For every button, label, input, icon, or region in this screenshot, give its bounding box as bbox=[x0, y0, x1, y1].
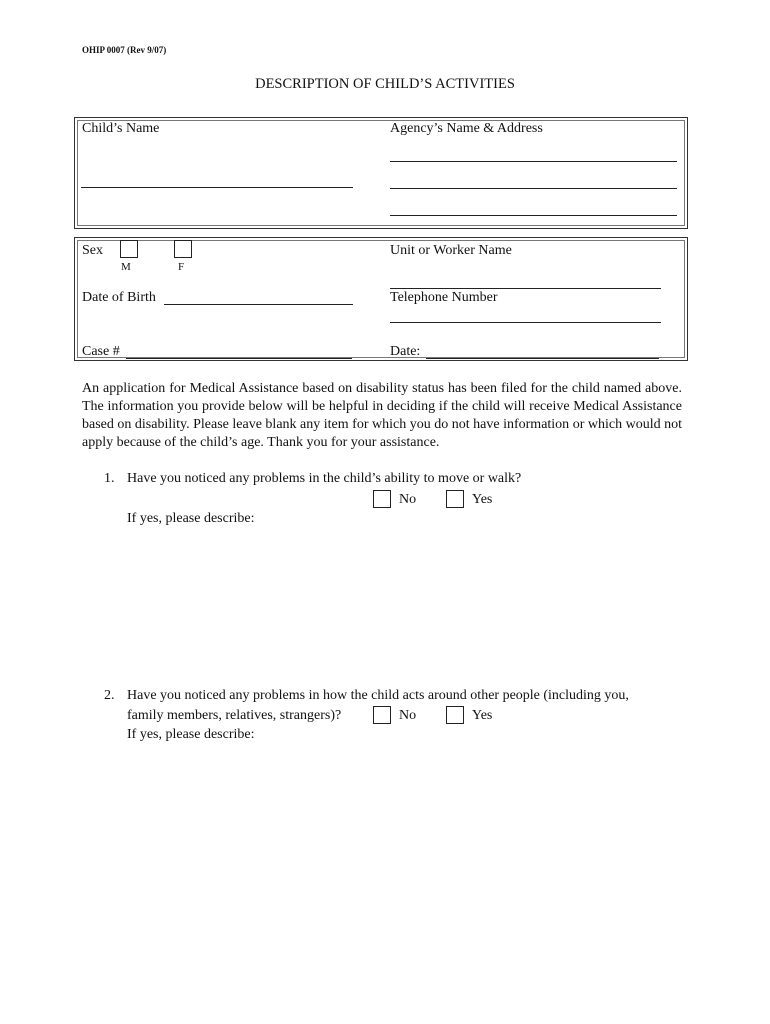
date-field[interactable] bbox=[426, 358, 659, 359]
unit-field[interactable] bbox=[390, 288, 661, 289]
question-1-yes-label: Yes bbox=[472, 492, 493, 507]
question-2-yes-label: Yes bbox=[472, 708, 493, 723]
case-label: Case # bbox=[82, 344, 120, 359]
child-name-field[interactable] bbox=[81, 187, 353, 188]
dob-label: Date of Birth bbox=[82, 290, 156, 305]
date-label: Date: bbox=[390, 344, 421, 359]
phone-field[interactable] bbox=[390, 322, 661, 323]
question-2-answer-area[interactable] bbox=[127, 750, 677, 950]
question-1-text: Have you noticed any problems in the child’s ability to move or walk? bbox=[127, 471, 522, 486]
question-2-number: 2. bbox=[104, 688, 115, 703]
question-1-number: 1. bbox=[104, 471, 115, 486]
phone-label: Telephone Number bbox=[390, 290, 498, 305]
sex-m-checkbox[interactable] bbox=[120, 240, 138, 258]
question-1-no-checkbox[interactable] bbox=[373, 490, 391, 508]
unit-label: Unit or Worker Name bbox=[390, 243, 512, 258]
sex-f-label: F bbox=[178, 261, 185, 273]
page-title: DESCRIPTION OF CHILD’S ACTIVITIES bbox=[255, 76, 515, 92]
question-2-no-label: No bbox=[399, 708, 417, 723]
question-2-text-line-2: family members, relatives, strangers)? bbox=[127, 708, 342, 723]
question-1-no-label: No bbox=[399, 492, 417, 507]
child-name-label: Child’s Name bbox=[82, 121, 160, 136]
question-1-yes-checkbox[interactable] bbox=[446, 490, 464, 508]
question-2-describe-label: If yes, please describe: bbox=[127, 727, 255, 742]
child-info-box bbox=[74, 237, 688, 361]
form-id: OHIP 0007 (Rev 9/07) bbox=[82, 45, 167, 55]
question-2-no-checkbox[interactable] bbox=[373, 706, 391, 724]
sex-label: Sex bbox=[82, 243, 103, 258]
agency-line-1-field[interactable] bbox=[390, 161, 677, 162]
name-address-box bbox=[74, 117, 688, 229]
agency-label: Agency’s Name & Address bbox=[390, 121, 543, 136]
agency-line-2-field[interactable] bbox=[390, 188, 677, 189]
sex-m-label: M bbox=[121, 261, 131, 273]
intro-paragraph: An application for Medical Assistance based on disability status has been filed for the child named above. The information you provide below will be helpful in deciding if the child will receive Medical Assistance based on disability. Please leave blank any item for which you do not have information or which would not apply because of the child’s age. Thank you for your assistance. bbox=[82, 381, 682, 450]
dob-field[interactable] bbox=[164, 304, 353, 305]
question-1-describe-label: If yes, please describe: bbox=[127, 511, 255, 526]
question-2-text-line-1: Have you noticed any problems in how the child acts around other people (including you, bbox=[127, 688, 629, 703]
case-field[interactable] bbox=[126, 358, 352, 359]
question-1-answer-area[interactable] bbox=[127, 532, 677, 672]
question-2-yes-checkbox[interactable] bbox=[446, 706, 464, 724]
sex-f-checkbox[interactable] bbox=[174, 240, 192, 258]
agency-line-3-field[interactable] bbox=[390, 215, 677, 216]
